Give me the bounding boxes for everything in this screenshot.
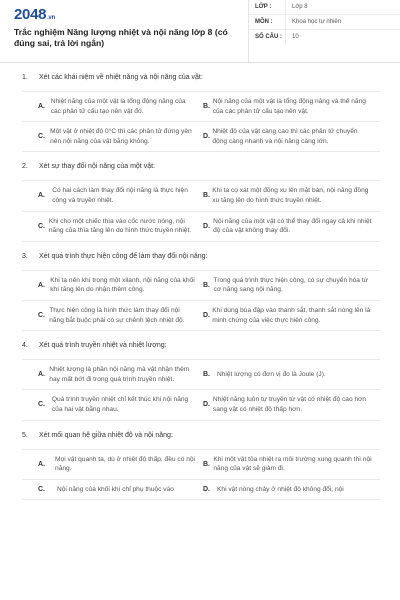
option-a[interactable] [22,92,201,121]
option-b[interactable] [201,360,380,389]
question-number: 2. [22,163,28,171]
meta-value: Khoa học tự nhiên [285,15,341,29]
question-text: Xét quá trình truyền nhiệt và nhiệt lượng: [39,342,167,350]
option-d[interactable] [201,480,380,500]
question-header [22,331,380,359]
question-header [22,242,380,270]
option-text: Khi ta cọ xát một đồng xu lên mặt bàn, nội năng đồng xu tăng lên do hình thức truyền nhiệt. [212,187,369,204]
option-letter: C. [38,133,45,141]
option-text: Khi dùng búa đập vào thanh sắt, thanh sắt nóng lên là minh chứng của việc thực hiện công. [212,306,371,324]
option-letter: A. [38,460,45,468]
options-row [22,181,380,211]
question-text: Xét quá trình thực hiện công để làm thay đổi nội năng: [39,252,208,260]
option-letter: B. [203,103,210,111]
option-text: Nội năng của một vật là tổng động năng và thế năng của các phân tử cấu tạo nên vật. [212,98,366,115]
option-c[interactable] [22,301,201,330]
option-text: Nội năng của khối khí chỉ phụ thuộc vào [57,485,174,493]
option-text: Khi một vật tỏa nhiệt ra môi trường xung quanh thì nội năng của vật sẽ giảm đi. [213,455,372,473]
option-c[interactable] [22,212,201,241]
option-letter: A. [38,281,45,289]
option-text: Nhiệt lượng là phần nội năng mà vật nhận thêm hay mất bớt đi trong quá trình truyền nhiệt. [49,366,190,383]
meta-row-count [249,30,400,44]
option-c[interactable] [22,122,201,151]
option-letter: A. [38,103,45,111]
question-2 [22,152,380,241]
option-a[interactable] [22,360,201,389]
option-letter: C. [38,312,45,320]
option-letter: B. [203,281,210,289]
question-text: Xét sự thay đổi nội năng của một vật: [39,163,155,171]
option-d[interactable] [201,301,380,330]
question-number: 4. [22,342,28,350]
option-text: Nhiệt năng luôn tự truyền từ vật có nhiệt độ cao hơn sang vật có nhiệt độ thấp hơn. [212,396,367,413]
options-grid [22,180,380,241]
question-number: 5. [22,431,28,439]
option-c[interactable] [22,390,201,419]
option-text: Nhiệt độ của vật càng cao thì các phân tử chuyển động càng nhanh và nội năng càng lớn. [212,128,358,145]
question-number: 3. [22,252,28,260]
option-a[interactable] [22,271,201,300]
options-row [22,122,380,152]
option-d[interactable] [201,212,380,241]
options-row [22,480,380,501]
page-header [0,0,400,63]
option-text: Nội năng của một vật có thể thay đổi ngay cả khi nhiệt độ của vật không thay đổi. [213,217,372,235]
meta-label: MÔN : [255,19,273,25]
option-text: Quá trình truyền nhiệt chỉ kết thúc khi nội năng của hai vật bằng nhau. [51,396,189,413]
question-4 [22,331,380,420]
option-letter: D. [203,485,210,493]
option-text: Trong quá trình thực hiện công, có sự chuyển hóa từ cơ năng sang nội năng. [213,276,369,294]
option-text: Nhiệt năng của một vật là tổng động năng của các phân tử cấu tạo nên vật đó. [50,98,186,115]
options-grid [22,359,380,420]
meta-row-class [249,0,400,15]
options-row [22,360,380,390]
header-title-block [0,0,248,62]
meta-table [248,0,400,62]
option-b[interactable] [201,181,380,210]
option-letter: D. [203,401,210,409]
question-header [22,152,380,180]
logo-tld: .vn [47,15,55,21]
option-text: Có hai cách làm thay đổi nội năng là thực hiện công và truyền nhiệt. [52,187,188,204]
option-d[interactable] [201,122,380,151]
option-letter: C. [38,222,45,230]
question-header [22,421,380,449]
option-a[interactable] [22,181,201,210]
option-b[interactable] [201,92,380,121]
logo-text: 2048 [14,6,47,23]
question-number: 1. [22,74,28,81]
meta-label: SỐ CÂU : [255,34,282,40]
meta-label: LỚP : [255,4,272,10]
meta-value: Lớp 8 [285,0,308,14]
options-grid [22,270,380,331]
question-3 [22,242,380,331]
option-letter: B. [203,460,210,468]
option-letter: C. [38,401,45,409]
meta-row-subject [249,15,400,30]
site-logo[interactable] [14,6,248,23]
option-a[interactable] [22,450,201,479]
question-list [0,63,400,500]
option-text: Mọi vật quanh ta, dù ở nhiệt độ thấp, đều có nội năng. [55,455,195,473]
option-letter: B. [203,371,210,379]
options-row [22,92,380,122]
option-b[interactable] [201,450,380,479]
option-text: Khi ta nén khí trong một xilanh, nội năng của khối khí tăng lên do nhận thêm công. [50,276,195,294]
option-c[interactable] [22,480,201,500]
meta-value: 10 [285,30,299,44]
option-b[interactable] [201,271,380,300]
question-1 [22,63,380,152]
option-text: Nhiệt lượng có đơn vị đo là Joule (J). [217,370,326,378]
page-title: Trắc nghiệm Năng lượng nhiệt và nội năng lớp 8 (có đúng sai, trả lời ngắn) [14,27,228,48]
option-text: Một vật ở nhiệt độ 0°C thì các phân tử đứng yên nên nội năng của vật bằng không. [50,128,192,145]
options-grid [22,449,380,501]
option-letter: A. [38,371,45,379]
options-row [22,390,380,420]
question-header [22,63,380,91]
options-row [22,271,380,301]
option-text: Thực hiện công là hình thức làm thay đổi nội năng bắt buộc phải có sự chênh lệch nhiệt độ. [49,306,185,324]
options-row [22,450,380,480]
options-grid [22,91,380,152]
options-row [22,212,380,242]
option-letter: D. [203,222,210,230]
option-letter: D. [203,133,210,141]
question-text: Xét các khái niệm về nhiệt năng và nội năng của vật: [39,74,203,81]
option-letter: A. [38,192,45,200]
options-row [22,301,380,331]
question-text: Xét mối quan hệ giữa nhiệt độ và nội năng: [39,431,173,439]
option-text: Khi cho một chiếc thìa vào cốc nước nóng, nội năng của thìa tăng lên do hình thức truyền nhiệt. [48,217,192,235]
question-5 [22,421,380,501]
option-letter: C. [38,485,45,493]
option-letter: D. [203,312,210,320]
option-text: Khi vật nóng chảy ở nhiệt độ không đổi, nội [217,485,344,493]
option-d[interactable] [201,390,380,419]
option-letter: B. [203,192,210,200]
